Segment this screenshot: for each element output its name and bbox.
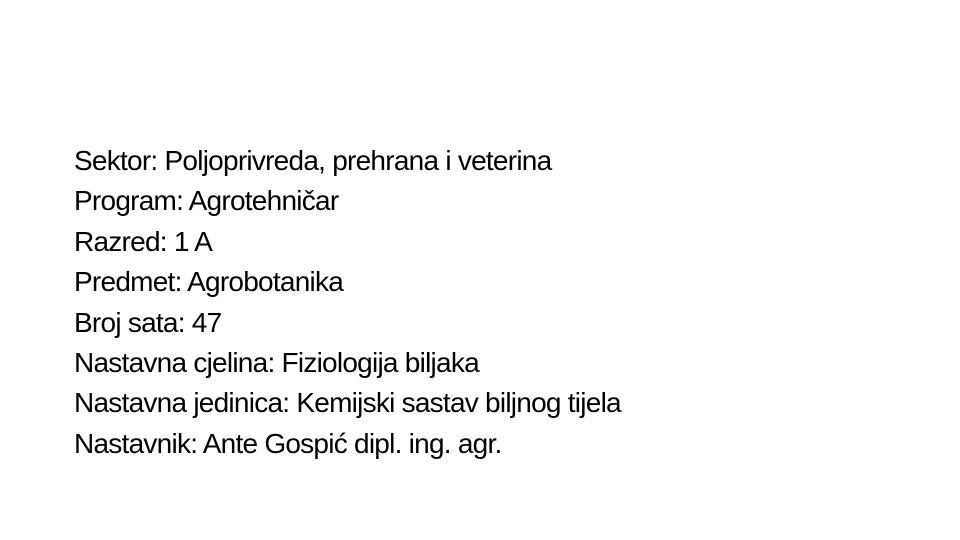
slide-text-block xyxy=(74,141,621,464)
line-broj-sata: Broj sata: 47 xyxy=(74,306,222,338)
line-predmet: Predmet: Agrobotanika xyxy=(74,266,344,298)
line-razred: Razred: 1 A xyxy=(74,225,213,257)
line-nastavna-cjelina: Nastavna cjelina: Fiziologija biljaka xyxy=(74,346,479,378)
line-nastavnik: Nastavnik: Ante Gospić dipl. ing. agr. xyxy=(74,427,502,459)
line-program: Program: Agrotehničar xyxy=(74,185,339,217)
line-sektor: Sektor: Poljoprivreda, prehrana i veterina xyxy=(74,145,552,176)
line-nastavna-jedinica: Nastavna jedinica: Kemijski sastav biljnog tijela xyxy=(74,387,621,419)
